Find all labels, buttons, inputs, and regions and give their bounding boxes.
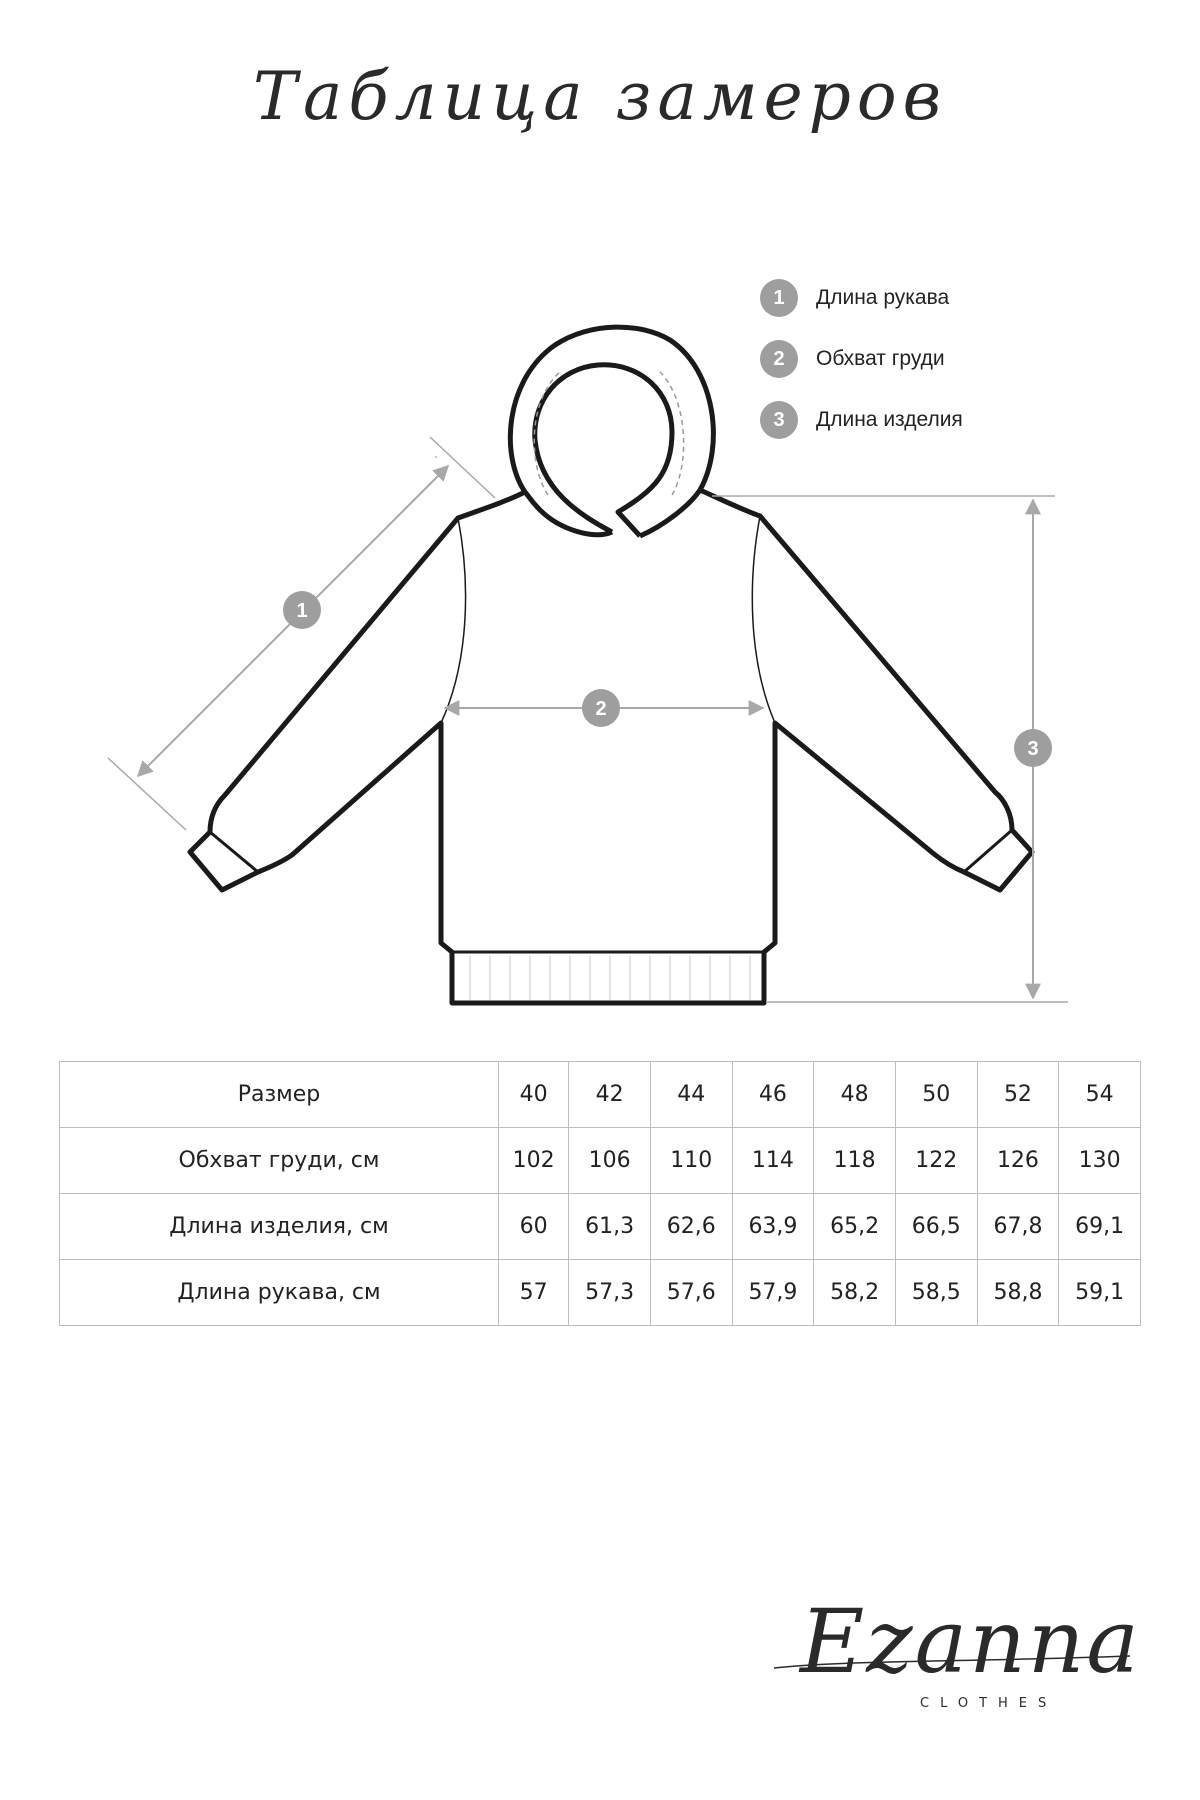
- table-row: [60, 1194, 1141, 1260]
- svg-text:1: 1: [296, 600, 308, 622]
- table-cell: 65,2: [814, 1194, 896, 1260]
- brand-logo: [770, 1590, 1150, 1740]
- legend-item-chest: [760, 339, 963, 379]
- table-cell: 58,5: [895, 1260, 977, 1326]
- measurement-legend: [760, 278, 963, 461]
- table-row: [60, 1260, 1141, 1326]
- legend-item-sleeve: [760, 278, 963, 318]
- table-cell: 59,1: [1059, 1260, 1141, 1326]
- svg-text:3: 3: [1027, 738, 1039, 760]
- table-cell: 58,8: [977, 1260, 1059, 1326]
- table-cell: 60: [499, 1194, 569, 1260]
- table-row: [60, 1062, 1141, 1128]
- table-cell: 62,6: [650, 1194, 732, 1260]
- legend-label: Длина рукава: [816, 286, 950, 309]
- row-header: Обхват груди, см: [60, 1128, 499, 1194]
- table-cell: 69,1: [1059, 1194, 1141, 1260]
- marker-3: [1014, 729, 1052, 767]
- table-cell: 61,3: [569, 1194, 651, 1260]
- table-cell: 118: [814, 1128, 896, 1194]
- logo-wordmark: Ezanna: [800, 1590, 1141, 1693]
- size-cell: 54: [1059, 1062, 1141, 1128]
- page-title: Таблица замеров: [252, 58, 948, 135]
- row-header: Размер: [60, 1062, 499, 1128]
- size-cell: 40: [499, 1062, 569, 1128]
- table-cell: 63,9: [732, 1194, 814, 1260]
- hoodie-diagram: [0, 240, 1200, 1020]
- table-cell: 102: [499, 1128, 569, 1194]
- table-cell: 67,8: [977, 1194, 1059, 1260]
- marker-2: [582, 689, 620, 727]
- size-cell: 48: [814, 1062, 896, 1128]
- svg-text:2: 2: [595, 698, 607, 720]
- size-cell: 50: [895, 1062, 977, 1128]
- table-cell: 130: [1059, 1128, 1141, 1194]
- size-cell: 44: [650, 1062, 732, 1128]
- size-cell: 52: [977, 1062, 1059, 1128]
- logo-subtitle: CLOTHES: [920, 1696, 1058, 1711]
- table-cell: 58,2: [814, 1260, 896, 1326]
- size-cell: 42: [569, 1062, 651, 1128]
- table-cell: 114: [732, 1128, 814, 1194]
- table-cell: 106: [569, 1128, 651, 1194]
- legend-item-length: [760, 400, 963, 440]
- marker-1: [283, 591, 321, 629]
- row-header: Длина рукава, см: [60, 1260, 499, 1326]
- legend-badge: 3: [760, 401, 798, 439]
- table-cell: 66,5: [895, 1194, 977, 1260]
- legend-badge: 2: [760, 340, 798, 378]
- table-cell: 57: [499, 1260, 569, 1326]
- table-cell: 57,9: [732, 1260, 814, 1326]
- body-outline: [190, 490, 1032, 1003]
- row-header: Длина изделия, см: [60, 1194, 499, 1260]
- table-cell: 110: [650, 1128, 732, 1194]
- table-cell: 122: [895, 1128, 977, 1194]
- table-cell: 126: [977, 1128, 1059, 1194]
- legend-label: Длина изделия: [816, 408, 963, 431]
- table-cell: 57,3: [569, 1260, 651, 1326]
- size-cell: 46: [732, 1062, 814, 1128]
- legend-badge: 1: [760, 279, 798, 317]
- table-cell: 57,6: [650, 1260, 732, 1326]
- hood-opening: [535, 365, 672, 536]
- table-row: [60, 1128, 1141, 1194]
- legend-label: Обхват груди: [816, 347, 945, 370]
- size-table: [59, 1061, 1141, 1326]
